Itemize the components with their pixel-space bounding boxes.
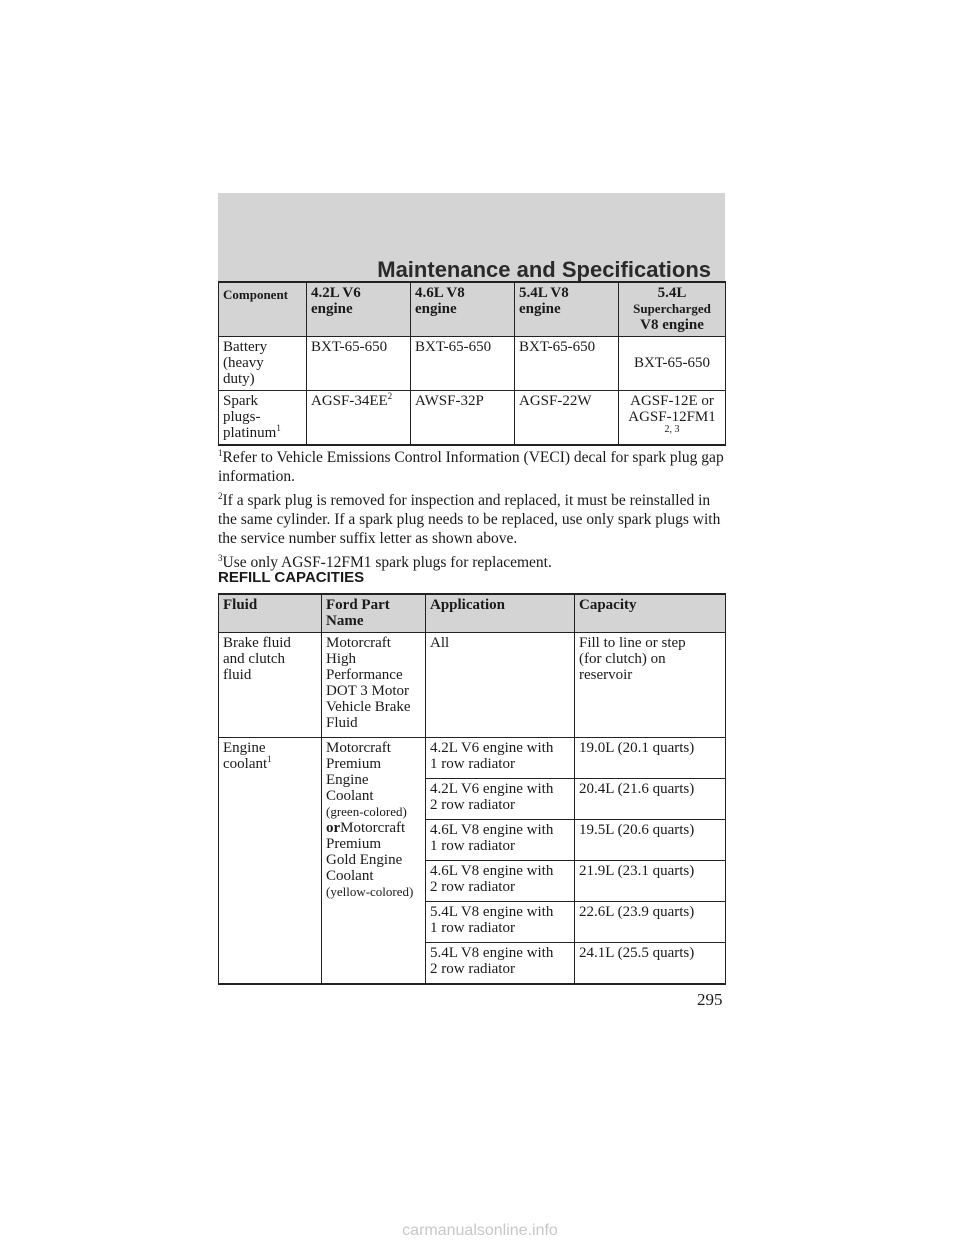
footnote-1: $^1$Refer to Vehicle Emissions Control Information (VECI) decal for spark plug gap information. bbox=[218, 447, 724, 485]
battery-46-v8: BXT-65-650 bbox=[411, 337, 515, 391]
brake-fluid-application: All bbox=[426, 633, 575, 738]
brake-fluid-name: Brake fluid and clutch fluid bbox=[219, 633, 322, 738]
spark-row bbox=[219, 391, 726, 446]
coolant-application: 4.2L V6 engine with 1 row radiator bbox=[426, 738, 575, 779]
header-component: Component bbox=[219, 282, 307, 337]
coolant-part: Motorcraft Premium Engine Coolant (green-colored) orMotorcraft Premium Gold Engine Coolant (yellow-colored) bbox=[322, 738, 426, 985]
coolant-application: 4.6L V8 engine with 2 row radiator bbox=[426, 861, 575, 902]
watermark: carmanualsonline.info bbox=[402, 1222, 558, 1239]
battery-54-supercharged: BXT-65-650 bbox=[619, 337, 726, 391]
coolant-capacity: 21.9L (23.1 quarts) bbox=[575, 861, 726, 902]
coolant-application: 4.2L V6 engine with 2 row radiator bbox=[426, 779, 575, 820]
refill-capacities-title: REFILL CAPACITIES bbox=[218, 569, 365, 586]
spec-header-row bbox=[219, 282, 726, 337]
spark-42-v6: AGSF-$34EE^2$ bbox=[307, 391, 411, 446]
battery-label: Battery (heavy duty) bbox=[219, 337, 307, 391]
section-title: Maintenance and Specifications bbox=[377, 257, 711, 282]
footnote-3: $^3$Use only AGSF-12FM1 spark plugs for replacement. bbox=[218, 552, 552, 571]
coolant-row bbox=[219, 738, 726, 779]
battery-54-v8: BXT-65-650 bbox=[515, 337, 619, 391]
spark-label: Spark plugs- platinum$^1$ bbox=[219, 391, 307, 446]
header-fluid: Fluid bbox=[219, 594, 322, 633]
spec-table bbox=[218, 281, 726, 446]
coolant-capacity: 22.6L (23.9 quarts) bbox=[575, 902, 726, 943]
header-capacity: Capacity bbox=[575, 594, 726, 633]
header-application: Application bbox=[426, 594, 575, 633]
coolant-name: Engine coolant$^1$ bbox=[219, 738, 322, 985]
brake-fluid-part: Motorcraft High Performance DOT 3 Motor Vehicle Brake Fluid bbox=[322, 633, 426, 738]
header-46-v8: 4.6L V8 engine bbox=[411, 282, 515, 337]
brake-fluid-row bbox=[219, 633, 726, 738]
header-54-v8: 5.4L V8 engine bbox=[515, 282, 619, 337]
coolant-application: 5.4L V8 engine with 1 row radiator bbox=[426, 902, 575, 943]
page-number: 295 bbox=[697, 990, 723, 1009]
header-42-v6: 4.2L V6 engine bbox=[307, 282, 411, 337]
spark-54-supercharged: AGSF-12E or AGSF-12FM1 2, 3 bbox=[619, 391, 726, 446]
section-header bbox=[218, 193, 725, 289]
spark-46-v8: AWSF-32P bbox=[411, 391, 515, 446]
coolant-application: 4.6L V8 engine with 1 row radiator bbox=[426, 820, 575, 861]
coolant-application: 5.4L V8 engine with 2 row radiator bbox=[426, 943, 575, 985]
footnotes bbox=[218, 448, 728, 577]
refill-table bbox=[218, 593, 726, 985]
refill-header-row bbox=[219, 594, 726, 633]
coolant-capacity: 19.5L (20.6 quarts) bbox=[575, 820, 726, 861]
footnote-2: $^2$If a spark plug is removed for inspection and replaced, it must be reinstalled in the same cylinder. If a spark plug needs to be replaced, use only spark plugs with the service number suffix letter as shown above. bbox=[218, 490, 721, 547]
coolant-capacity: 24.1L (25.5 quarts) bbox=[575, 943, 726, 985]
spark-54-v8: AGSF-22W bbox=[515, 391, 619, 446]
coolant-capacity: 20.4L (21.6 quarts) bbox=[575, 779, 726, 820]
header-part-name: Ford Part Name bbox=[322, 594, 426, 633]
battery-42-v6: BXT-65-650 bbox=[307, 337, 411, 391]
header-54-supercharged: 5.4L Supercharged V8 engine bbox=[619, 282, 726, 337]
coolant-capacity: 19.0L (20.1 quarts) bbox=[575, 738, 726, 779]
battery-row bbox=[219, 337, 726, 391]
brake-fluid-capacity: Fill to line or step (for clutch) on reservoir bbox=[575, 633, 726, 738]
